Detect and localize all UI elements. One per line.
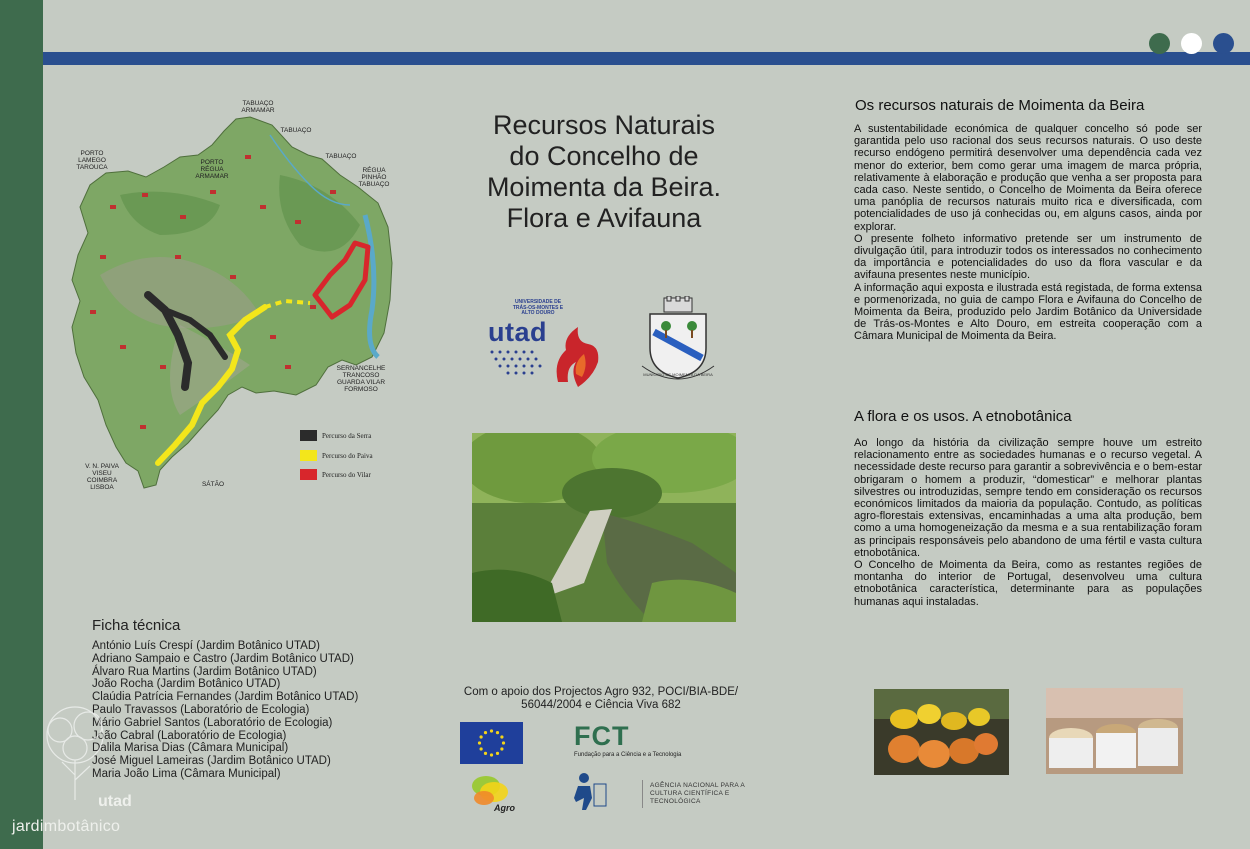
map-label-satao: SÁTÃO [201,481,225,488]
pumpkins-photo-image [874,689,1009,775]
ficha-person: João Rocha (Jardim Botânico UTAD) [92,678,281,691]
agro-text: Agro [494,803,515,813]
ficha-person: Paulo Travassos (Laboratório de Ecologia) [92,703,310,716]
utad-dots-icon [488,348,553,380]
ciencia-viva-caption: AGÊNCIA NACIONAL PARA A CULTURA CIENTÍFICA E TECNOLÓGICA [650,782,745,805]
map-label-tabuaco: TABUAÇO [280,127,312,134]
ficha-person: José Miguel Lameiras (Jardim Botânico UTAD) [92,755,331,768]
stream-photo-image [472,433,736,622]
ficha-person: Dalila Marisa Dias (Câmara Municipal) [92,742,289,755]
ciencia-viva-figure-icon [572,772,608,812]
ficha-person: Adriano Sampaio e Castro (Jardim Botânico UTAD) [92,652,354,665]
legend-paiva-label: Percurso do Paiva [322,452,373,460]
legend-vilar-label: Percurso do Vilar [322,471,371,479]
white-dot-icon [1181,33,1202,54]
grains-photo-image [1046,688,1183,774]
pumpkins-photo [874,689,1009,775]
support-text: Com o apoio dos Projectos Agro 932, POCI/BIA-BDE/ 56044/2004 e Ciência Viva 682 [463,686,739,711]
section2-heading: A flora e os usos. A etnobotânica [854,408,1072,425]
ficha-person: Maria João Lima (Câmara Municipal) [92,767,281,780]
legend-serra-label: Percurso da Serra [322,432,372,440]
section1-paragraph: A sustentabilidade económica de qualquer concelho só pode ser garantida pelo uso racional dos seus recursos naturais. O uso deste recurso endógeno permitirá desenvolver uma dependência cada vez menor do exterior, bem como gerar uma imagem de marca própria, relativamente à elaboração e produção que venha a ser proposta para cada caso. Neste sentido, o Concelho de Moimenta da Beira oferece uma panóplia de recursos naturais muito rica e diversificada, com potencialidades de uso já conhecidas ou, em alguns casos, ainda por explorar. [854,123,1202,233]
section1-heading: Os recursos naturais de Moimenta da Beira [855,97,1145,114]
poster-title: Recursos Naturais do Concelho de Moimenta da Beira. Flora e Avifauna [486,110,722,233]
section2-paragraph: Ao longo da história da civilização sempre houve um estreito relacionamento entre as sociedades humanas e o recurso vegetal. A necessidade deste recurso para garantir a sobrevivência e o bem-estar obrigaram o homem a produzir, “domesticar” e melhorar plantas silvestres ou introduzidas, sempre tendo em consideração os recursos económicos limitados da maioria da população. Contudo, as políticas agro-florestais extensivas, encaminhadas a uma alta produção, bem como a uma homogeneização da mesma e a sua rentabilização foram as principais responsáveis pelo abandono de uma fértil e vasta cultura etnobotânica. [854,437,1202,559]
section2-paragraph: O Concelho de Moimenta da Beira, como as restantes regiões de montanha do interior de Portugal, desenvolveu uma cultura etnobotânica característica, determinante para as populações humanas aqui instaladas. [854,559,1202,608]
green-dot-icon [1149,33,1170,54]
section1-paragraph: A informação aqui exposta e ilustrada está registada, de forma extensa e pormenorizada, no guia de campo Flora e Avifauna do Concelho de Moimenta da Beira, produzido pelo Jardim Botânico da Universidade de Trás-os-Montes e Alto Douro, em estreita cooperação com a Câmara Municipal de Moimenta da Beira. [854,281,1202,343]
ficha-person: João Cabral (Laboratório de Ecologia) [92,729,287,742]
ficha-heading: Ficha técnica [92,617,181,634]
fct-caption: Fundação para a Ciência e a Tecnologia [574,752,682,758]
agro-logo [464,770,526,816]
top-blue-bar [43,52,1250,65]
jardim-botanico-logo [30,700,140,820]
ciencia-viva-logo [572,772,752,814]
seal-caption: MUNICÍPIO DE MOIMENTA DA BEIRA [643,372,713,377]
ficha-person: Claúdia Patrícia Fernandes (Jardim Botânico UTAD) [92,691,359,704]
utad-logo-caption: UNIVERSIDADE DE TRÁS-OS-MONTES E ALTO DOURO [512,299,564,316]
utad-logo [488,300,603,390]
utad-flame-icon [548,322,603,390]
municipality-seal [636,296,720,386]
section1-paragraph: O presente folheto informativo pretende ser um instrumento de divulgação útil, para introduzir todos os interessados no conhecimento da importância e potencialidades do uso da flora vascular e da avifauna presentes neste município. [854,232,1202,282]
jardim-botanico-text: jardimbotânico [12,818,121,835]
eu-flag-logo [460,722,523,764]
section2-body [854,437,1202,608]
ficha-person: António Luís Crespí (Jardim Botânico UTAD) [92,640,320,652]
utad-logo-text: utad [488,317,547,347]
grains-photo [1046,688,1183,774]
fct-logo: FCT [574,721,630,751]
legend-vilar-swatch [300,469,317,480]
eu-stars-icon [460,722,523,764]
section1-body [854,123,1202,343]
blue-dot-icon [1213,33,1234,54]
legend-serra-swatch [300,430,317,441]
map-label-porto-lamego: PORTO LAMEGO TAROUCA [76,150,108,171]
stream-photo [472,433,736,622]
map-label-sernancelhe: SERNANCELHE TRANCOSO GUARDA VILAR FORMOSO [336,365,386,393]
legend-paiva-swatch [300,450,317,461]
ficha-person: Álvaro Rua Martins (Jardim Botânico UTAD) [92,665,317,678]
ciencia-viva-divider [642,780,643,808]
map-label-tabuaco-2: TABUAÇO [325,153,357,160]
map-label-vn-paiva: V. N. PAIVA VISEU COIMBRA LISBOA [85,463,119,491]
map-label-regua-pinhao: RÉGUA PINHÃO TABUAÇO [358,167,390,188]
map-label-porto-regua: PORTO RÉGUA ARMAMAR [195,159,229,180]
map-label-tabuaco-armamar: TABUAÇO ARMAMAR [241,100,275,114]
jardim-utad-text: utad [98,793,132,810]
ficha-person: Mário Gabriel Santos (Laboratório de Ecologia) [92,716,333,729]
